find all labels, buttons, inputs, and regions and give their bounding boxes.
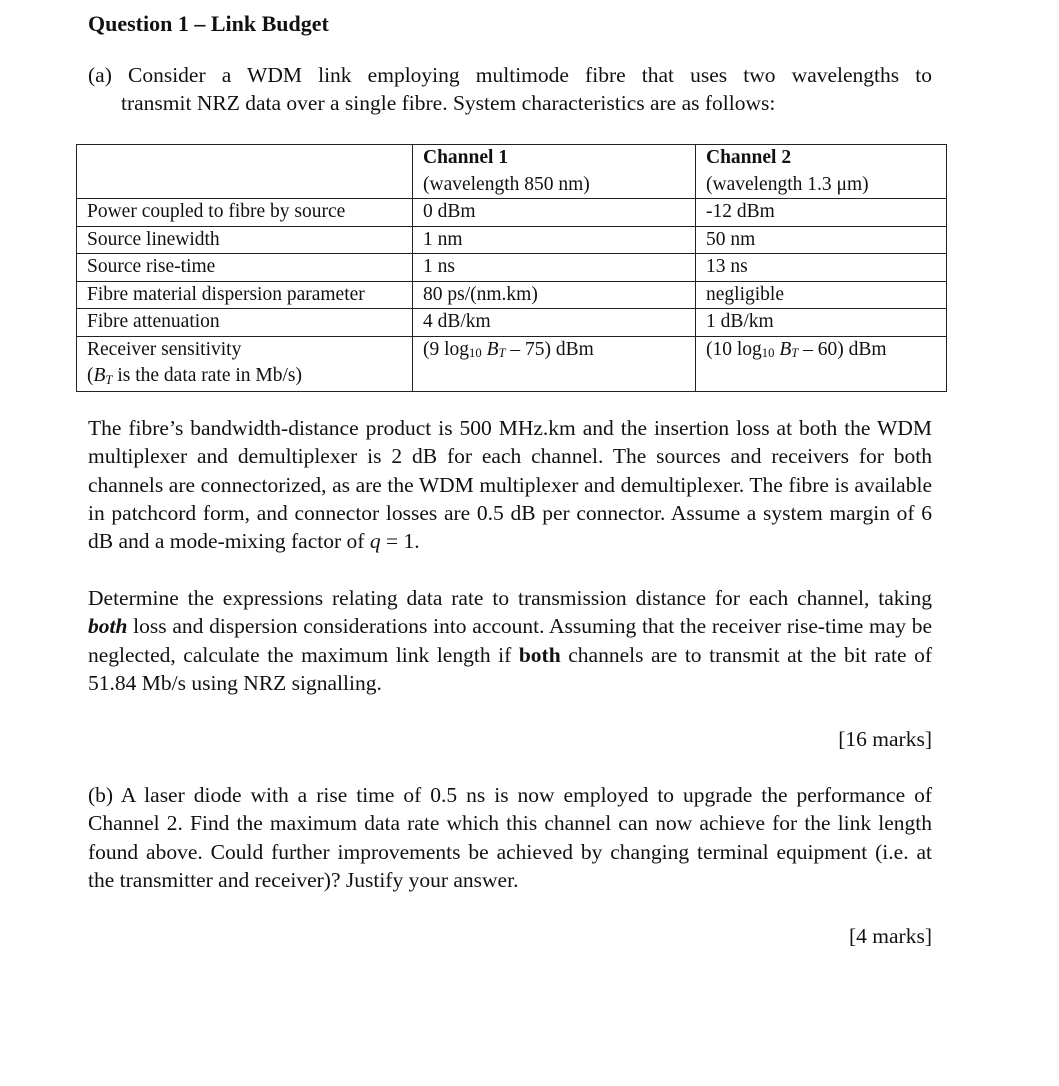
table-row [77,254,947,282]
part-b-marks: [4 marks] [849,924,932,948]
para2-both-emphasis: both [88,614,128,639]
note-open: ( [87,365,94,386]
table-row [77,309,947,337]
header-channel-1 [413,145,696,199]
ch1-log-sub: 10 [469,346,482,361]
ch2-log-sub: 10 [761,346,775,361]
ch1-var: B [481,338,499,360]
param-cell: Source linewidth [77,226,413,254]
para1-main: The fibre’s bandwidth-distance product is 500 MHz.km and the insertion loss at both the WDM multiplexer and demultiplexer is 2 dB for each channel. The sources and receivers for both channels are connectorized, as are the WDM multiplexer and demultiplexer. The fibre is available in patchcord form, and connector losses are 0.5 dB per connector. Assume a system margin of 6 dB and a mode-mixing factor of [88,416,932,554]
table-row [77,226,947,254]
system-characteristics-table [76,144,947,392]
para1-var: q [369,529,381,554]
receiver-sensitivity-label: Receiver sensitivity [87,338,242,360]
ch2-post: – 60) dBm [798,338,887,360]
ch2-receiver-cell [696,336,947,391]
task-paragraph [88,584,932,697]
para2-both-bold: both [518,642,561,667]
channel-2-name: Channel 2 [706,147,792,168]
ch2-cell: 50 nm [696,226,947,254]
ch1-pre: (9 log [423,338,470,360]
param-cell: Power coupled to fibre by source [77,199,413,227]
note-rest: is the data rate in Mb/s) [112,365,303,386]
question-title: Question 1 – Link Budget [88,11,329,36]
ch2-cell: 1 dB/km [696,309,947,337]
ch1-post: – 75) dBm [505,338,594,360]
part-b-paragraph: (b) A laser diode with a rise time of 0.5 ns is now employed to upgrade the performance of Channel 2. Find the maximum data rate which this channel can now achieve for the link length found above. Could further improvements be achieved by changing terminal equipment (i.e. at the transmitter and receiver)? Justify your answer. [88,783,932,892]
ch1-cell: 80 ps/(nm.km) [413,281,696,309]
note-sub: T [105,372,113,387]
channel-1-wavelength: (wavelength 850 nm) [423,173,590,195]
table-row [77,281,947,309]
para2-s3: channels are to transmit at the bit rate of 51.84 Mb/s using NRZ signalling. [88,642,932,695]
ch2-cell: negligible [696,281,947,309]
param-cell: Source rise-time [77,254,413,282]
channel-1-name: Channel 1 [423,147,509,168]
param-cell: Fibre attenuation [77,309,413,337]
ch1-var-sub: T [498,346,506,361]
fibre-parameters-paragraph [88,414,932,555]
ch2-var-sub: T [791,346,799,361]
param-cell-receiver [77,336,413,391]
ch1-receiver-cell [413,336,696,391]
para2-s1: Determine the expressions relating data rate to transmission distance for each channel, taking [88,586,932,610]
ch1-cell: 1 nm [413,226,696,254]
part-a-marks: [16 marks] [838,727,932,751]
ch1-cell: 1 ns [413,254,696,282]
table-row-receiver [77,336,947,391]
note-var: B [93,365,106,386]
ch2-pre: (10 log [706,338,762,360]
ch2-cell: -12 dBm [696,199,947,227]
header-channel-2 [696,145,947,199]
para2-s2: loss and dispersion considerations into account. Assuming that the receiver rise-time may be neglected, calculate the maximum link length if [88,614,932,667]
ch2-var: B [774,338,792,360]
channel-2-wavelength: (wavelength 1.3 μm) [706,173,869,195]
table-header-row [77,145,947,199]
data-rate-note [87,363,404,391]
header-empty-cell [77,145,413,199]
para1-end: = 1. [380,529,420,554]
part-a-intro [88,61,932,117]
part-a-intro-line1: (a) Consider a WDM link employing multimode fibre that uses two wavelengths to [88,63,932,87]
param-cell: Fibre material dispersion parameter [77,281,413,309]
table-row [77,199,947,227]
ch2-cell: 13 ns [696,254,947,282]
ch1-cell: 0 dBm [413,199,696,227]
ch1-cell: 4 dB/km [413,309,696,337]
part-a-intro-line2: transmit NRZ data over a single fibre. System characteristics are as follows: [121,91,776,115]
